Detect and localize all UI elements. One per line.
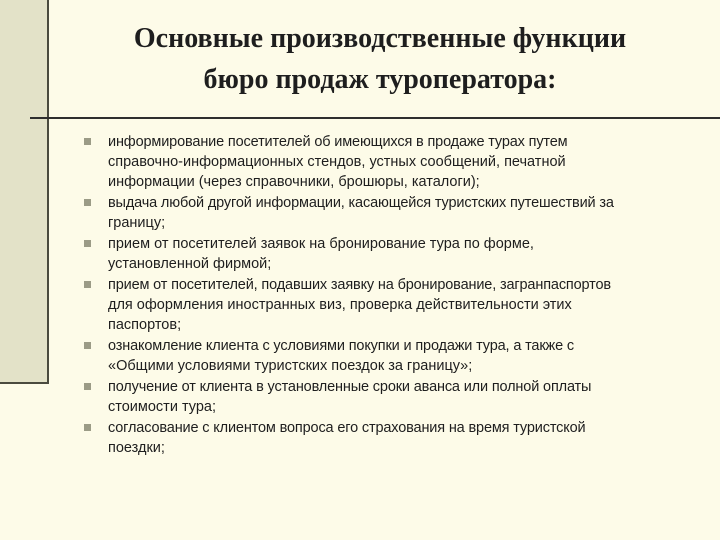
bullet-text-line: информации (через справочники, брошюры, каталоги); [108, 174, 480, 190]
square-bullet-icon [84, 138, 91, 145]
bullet-list [84, 132, 694, 459]
bullet-text-line: установленной фирмой; [108, 256, 272, 272]
bullet-text-line: границу; [108, 215, 166, 231]
bullet-text-line: справочно-информационных стендов, устных сообщений, печатной [108, 154, 566, 170]
left-band-bottom-divider [0, 382, 49, 384]
square-bullet-icon [84, 199, 91, 206]
title-divider [30, 117, 720, 119]
slide-title [60, 18, 700, 100]
square-bullet-icon [84, 383, 91, 390]
bullet-item-passports [84, 275, 694, 336]
square-bullet-icon [84, 240, 91, 247]
decorative-left-band [0, 0, 47, 384]
bullet-text-line: ознакомление клиента с условиями покупки и продажи тура, а также с [108, 338, 574, 354]
bullet-item-insurance [84, 418, 694, 459]
bullet-item-other-info [84, 193, 694, 234]
bullet-text-line: согласование с клиентом вопроса его страхования на время туристской [108, 420, 586, 436]
bullet-text-line: прием от посетителей заявок на бронирование тура по форме, [108, 236, 534, 252]
bullet-text-line: информирование посетителей об имеющихся в продаже турах путем [108, 134, 568, 150]
bullet-text-line: получение от клиента в установленные сроки аванса или полной оплаты [108, 379, 592, 395]
bullet-text-line: паспортов; [108, 317, 182, 333]
bullet-text-line: выдача любой другой информации, касающейся туристских путешествий за [108, 195, 614, 211]
slide-title-line-2: бюро продаж туроператора: [203, 64, 557, 95]
bullet-item-booking-requests [84, 234, 694, 275]
bullet-text-line: для оформления иностранных виз, проверка действительности этих [108, 297, 572, 313]
slide-title-line-1: Основные производственные функции [133, 23, 627, 54]
bullet-item-payment [84, 377, 694, 418]
bullet-text-line: прием от посетителей, подавших заявку на бронирование, загранпаспортов [108, 277, 611, 293]
bullet-text-line: стоимости тура; [108, 399, 216, 415]
bullet-text-line: «Общими условиями туристских поездок за границу»; [108, 358, 473, 374]
left-band-divider [47, 0, 49, 384]
square-bullet-icon [84, 424, 91, 431]
bullet-item-informing [84, 132, 694, 193]
bullet-text-line: поездки; [108, 440, 165, 456]
bullet-item-conditions [84, 336, 694, 377]
square-bullet-icon [84, 342, 91, 349]
square-bullet-icon [84, 281, 91, 288]
